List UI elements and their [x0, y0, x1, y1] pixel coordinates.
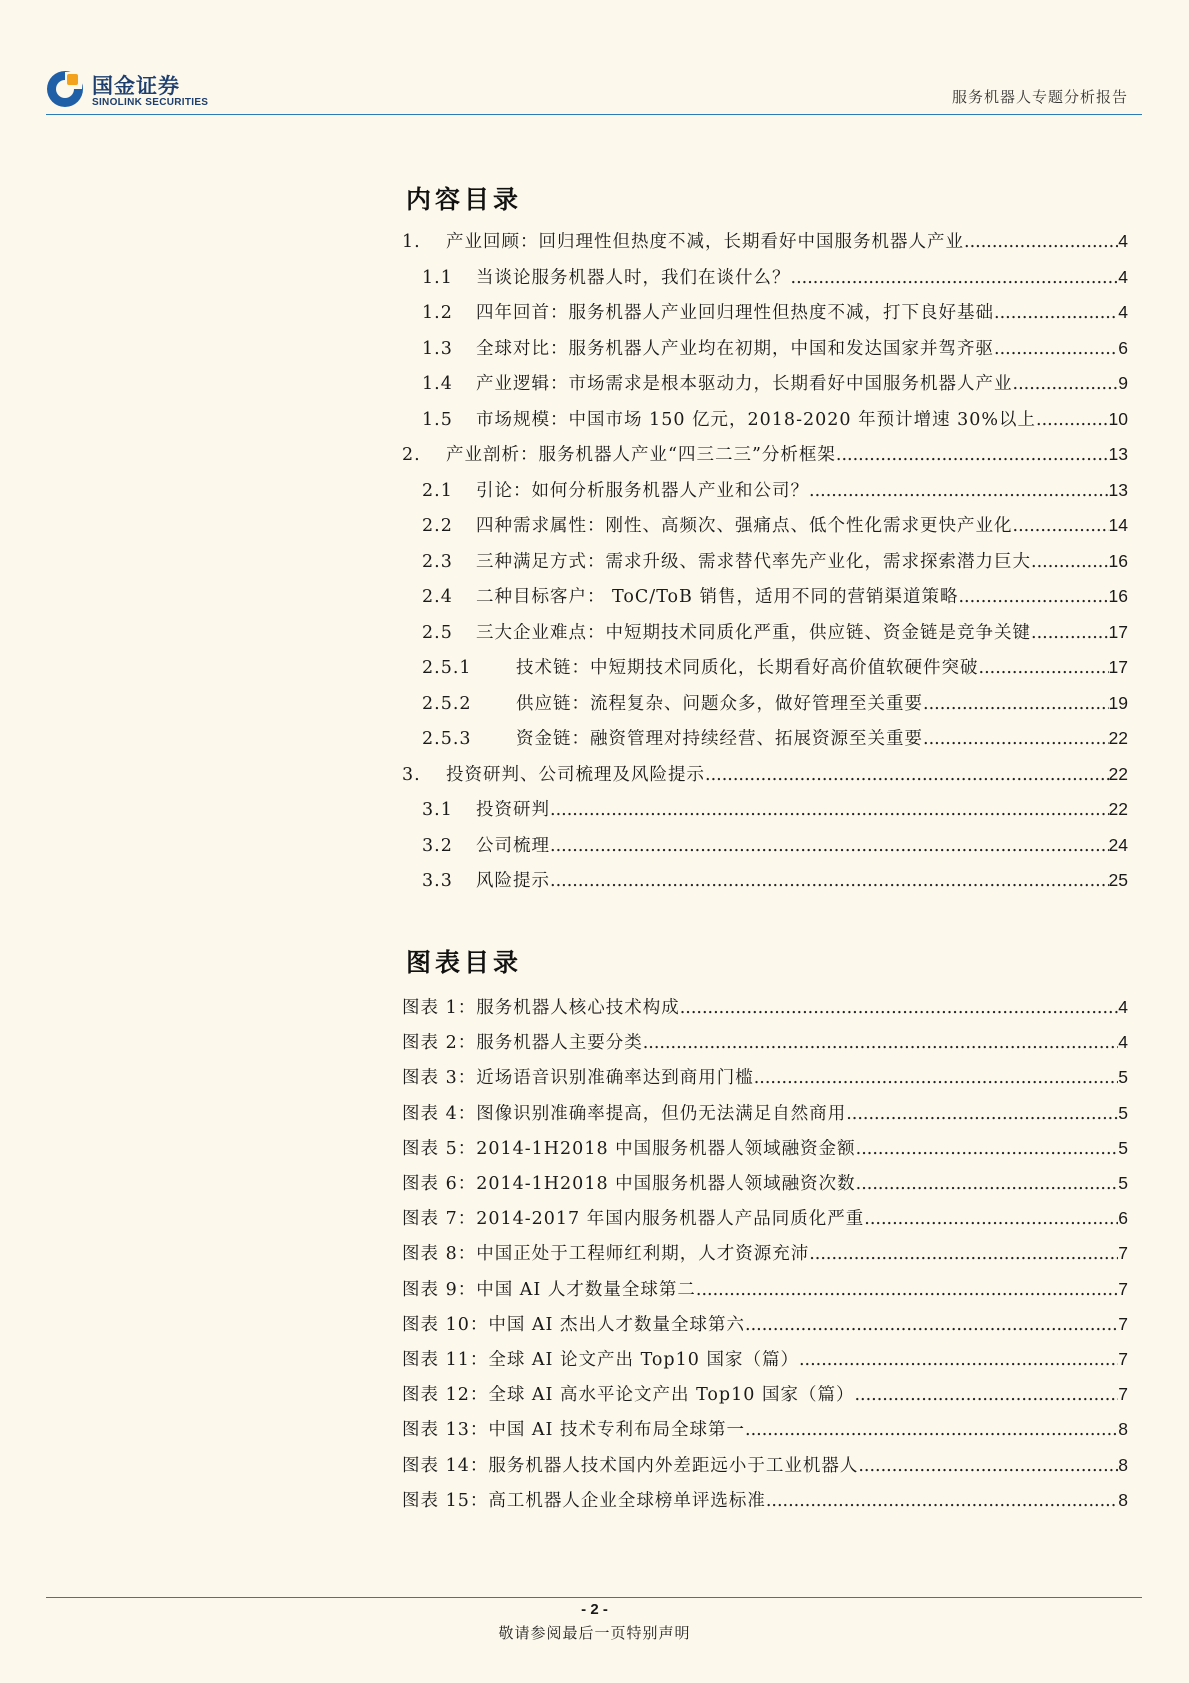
entry-number: 图表 11： [402, 1350, 489, 1370]
entry-title: 近场语音识别准确率达到商用门槛 [476, 1068, 754, 1089]
entry-number: 图表 7： [402, 1209, 477, 1230]
entry-title: 2014-2017 年国内服务机器人产品同质化严重 [476, 1209, 865, 1230]
dot-leader [1036, 410, 1108, 430]
entry-page-number: 5 [1118, 1173, 1128, 1193]
toc-entry[interactable] [402, 1276, 1128, 1300]
toc-entry[interactable] [402, 335, 1128, 359]
entry-title: 二种目标客户： ToC/ToB 销售，适用不同的营销渠道策略 [476, 587, 959, 607]
entry-page-number: 7 [1118, 1349, 1128, 1369]
toc-entry[interactable] [402, 264, 1128, 288]
entry-number: 1.3 [422, 338, 453, 359]
disclaimer-note: 敬请参阅最后一页特别声明 [498, 1624, 691, 1642]
entry-number: 2. [402, 445, 421, 465]
dot-leader [1013, 516, 1109, 536]
entry-page-number: 13 [1108, 479, 1128, 500]
entry-title: 产业剖析：服务机器人产业“四三二三”分析框架 [446, 445, 836, 465]
entry-title: 三大企业难点：中短期技术同质化严重，供应链、资金链是竞争关键 [476, 622, 1031, 643]
toc-entry[interactable] [402, 654, 1128, 678]
dot-leader [766, 1491, 1118, 1511]
toc-entry[interactable] [402, 548, 1128, 572]
entry-title: 资金链：融资管理对持续经营、拓展资源至关重要 [516, 729, 923, 749]
toc-entry[interactable] [402, 796, 1128, 820]
toc-entry[interactable] [402, 761, 1128, 785]
dot-leader [745, 1315, 1118, 1335]
dot-leader [745, 1420, 1118, 1440]
entry-number: 图表 15： [402, 1490, 489, 1511]
entry-page-number: 5 [1118, 1137, 1128, 1158]
entry-title: 产业回顾：回归理性但热度不减，长期看好中国服务机器人产业 [446, 232, 964, 252]
figures-title: 图表目录 [406, 948, 523, 977]
entry-page-number: 14 [1108, 515, 1128, 535]
entry-page-number: 6 [1118, 1208, 1128, 1229]
entry-title: 中国 AI 杰出人才数量全球第六 [488, 1314, 746, 1335]
entry-page-number: 5 [1118, 1067, 1128, 1088]
dot-leader [858, 1456, 1118, 1476]
entry-title: 产业逻辑：市场需求是根本驱动力，长期看好中国服务机器人产业 [476, 374, 1013, 394]
entry-number: 2.5.3 [422, 729, 472, 749]
dot-leader [846, 1104, 1118, 1124]
toc-entry[interactable] [402, 1311, 1128, 1335]
dot-leader [809, 1244, 1118, 1264]
dot-leader [809, 481, 1109, 501]
dot-leader [856, 1139, 1119, 1159]
toc-entry[interactable] [402, 1170, 1128, 1194]
toc-entry[interactable] [402, 1487, 1128, 1511]
footer-divider [46, 1597, 1142, 1598]
entry-title: 图像识别准确率提高，但仍无法满足自然商用 [476, 1103, 847, 1124]
dot-leader [1013, 374, 1119, 394]
dot-leader [964, 232, 1118, 252]
toc-entry[interactable] [402, 477, 1128, 501]
toc-entry[interactable] [402, 1205, 1128, 1229]
entry-page-number: 7 [1118, 1384, 1128, 1405]
entry-page-number: 7 [1118, 1278, 1128, 1299]
dot-leader [791, 268, 1119, 288]
entry-page-number: 24 [1108, 834, 1128, 855]
dot-leader [1031, 623, 1109, 643]
entry-title: 服务机器人技术国内外差距远小于工业机器人 [488, 1455, 859, 1476]
toc-entry[interactable] [402, 512, 1128, 536]
report-title: 服务机器人专题分析报告 [951, 88, 1128, 106]
entry-number: 3. [402, 764, 421, 785]
toc-entry[interactable] [402, 1135, 1128, 1159]
dot-leader [1031, 552, 1109, 572]
entry-number: 1.4 [422, 374, 453, 394]
entry-page-number: 10 [1108, 408, 1128, 429]
toc-entry[interactable] [402, 1381, 1128, 1405]
dot-leader [754, 1068, 1119, 1088]
entry-title: 全球 AI 论文产出 Top10 国家（篇） [488, 1350, 799, 1370]
dot-leader [550, 836, 1109, 856]
dot-leader [923, 694, 1109, 714]
dot-leader [680, 998, 1119, 1018]
entry-number: 2.5.2 [422, 693, 472, 714]
entry-number: 图表 14： [402, 1455, 489, 1476]
entry-page-number: 9 [1118, 373, 1128, 393]
entry-number: 图表 4： [402, 1103, 477, 1124]
entry-number: 1.2 [422, 303, 453, 323]
entry-page-number: 17 [1108, 621, 1128, 642]
logo-text-cn: 国金证券 [92, 74, 180, 98]
entry-title: 服务机器人主要分类 [476, 1033, 643, 1054]
toc-entry[interactable] [402, 583, 1128, 607]
dot-leader [836, 445, 1109, 465]
entry-page-number: 8 [1118, 1489, 1128, 1510]
entry-number: 3.3 [422, 871, 453, 891]
entry-page-number: 22 [1108, 763, 1128, 784]
entry-page-number: 4 [1118, 1032, 1128, 1053]
toc-entry[interactable] [402, 1416, 1128, 1440]
entry-page-number: 22 [1108, 799, 1128, 819]
entry-title: 三种满足方式：需求升级、需求替代率先产业化，需求探索潜力巨大 [476, 551, 1031, 572]
entry-title: 全球 AI 高水平论文产出 Top10 国家（篇） [488, 1385, 855, 1406]
dot-leader [643, 1033, 1119, 1053]
dot-leader [958, 587, 1108, 607]
dot-leader [923, 729, 1109, 749]
entry-number: 3.1 [422, 800, 453, 820]
entry-number: 2.5 [422, 622, 453, 643]
toc-entry[interactable] [402, 1100, 1128, 1124]
entry-number: 图表 8： [402, 1244, 477, 1265]
entry-title: 2014-1H2018 中国服务机器人领域融资金额 [476, 1138, 856, 1159]
dot-leader [994, 339, 1118, 359]
entry-number: 2.5.1 [422, 658, 472, 678]
entry-number: 图表 1： [402, 998, 477, 1018]
toc-entry[interactable] [402, 370, 1128, 394]
entry-page-number: 8 [1118, 1419, 1128, 1440]
company-logo [46, 70, 226, 110]
toc-entry[interactable] [402, 1029, 1128, 1053]
header-divider [46, 114, 1142, 115]
toc-entry[interactable] [402, 867, 1128, 891]
entry-number: 图表 9： [402, 1279, 477, 1300]
sinolink-logo-icon [46, 70, 84, 108]
toc-entry[interactable] [402, 1452, 1128, 1476]
toc-entry[interactable] [402, 994, 1128, 1018]
entry-number: 图表 3： [402, 1068, 477, 1089]
entry-title: 公司梳理 [476, 835, 550, 856]
toc-entry[interactable] [402, 619, 1128, 643]
entry-page-number: 13 [1108, 444, 1128, 464]
page-number: - 2 - [581, 1601, 608, 1618]
toc-entry[interactable] [402, 1346, 1128, 1370]
toc-entry[interactable] [402, 228, 1128, 252]
entry-title: 中国 AI 人才数量全球第二 [476, 1279, 696, 1300]
entry-page-number: 4 [1118, 302, 1128, 322]
entry-page-number: 7 [1118, 1313, 1128, 1334]
entry-number: 2.3 [422, 551, 453, 572]
dot-leader [856, 1174, 1119, 1194]
entry-number: 图表 6： [402, 1174, 477, 1194]
dot-leader [994, 303, 1118, 323]
entry-title: 中国正处于工程师红利期，人才资源充沛 [476, 1244, 810, 1265]
entry-title: 服务机器人核心技术构成 [476, 998, 680, 1018]
entry-title: 市场规模：中国市场 150 亿元，2018-2020 年预计增速 30%以上 [476, 409, 1037, 430]
entry-title: 投资研判、公司梳理及风险提示 [446, 764, 705, 785]
entry-title: 四年回首：服务机器人产业回归理性但热度不减，打下良好基础 [476, 303, 994, 323]
toc-entry[interactable] [402, 725, 1128, 749]
entry-page-number: 8 [1118, 1454, 1128, 1475]
entry-page-number: 17 [1108, 657, 1128, 677]
entry-page-number: 5 [1118, 1102, 1128, 1123]
dot-leader [864, 1209, 1118, 1229]
entry-page-number: 6 [1118, 337, 1128, 358]
entry-page-number: 4 [1118, 231, 1128, 251]
toc-entry[interactable] [402, 1240, 1128, 1264]
entry-page-number: 25 [1108, 870, 1128, 890]
entry-number: 2.4 [422, 587, 453, 607]
entry-title: 风险提示 [476, 871, 550, 891]
toc-entry[interactable] [402, 441, 1128, 465]
dot-leader [550, 871, 1109, 891]
toc-title: 内容目录 [406, 185, 523, 214]
entry-page-number: 4 [1118, 997, 1128, 1017]
entry-page-number: 19 [1108, 692, 1128, 713]
entry-title: 四种需求属性：刚性、高频次、强痛点、低个性化需求更快产业化 [476, 516, 1013, 536]
toc-entry[interactable] [402, 832, 1128, 856]
entry-number: 图表 5： [402, 1138, 477, 1159]
entry-number: 图表 10： [402, 1314, 489, 1335]
entry-number: 1.1 [422, 267, 453, 288]
entry-page-number: 7 [1118, 1243, 1128, 1264]
dot-leader [705, 765, 1109, 785]
entry-page-number: 22 [1108, 728, 1128, 748]
toc-entry[interactable] [402, 299, 1128, 323]
entry-title: 高工机器人企业全球榜单评选标准 [488, 1490, 766, 1511]
entry-number: 图表 12： [402, 1385, 489, 1406]
dot-leader [799, 1350, 1118, 1370]
toc-entry[interactable] [402, 690, 1128, 714]
entry-title: 2014-1H2018 中国服务机器人领域融资次数 [476, 1174, 856, 1194]
entry-number: 2.2 [422, 516, 453, 536]
entry-title: 中国 AI 技术专利布局全球第一 [488, 1420, 746, 1441]
entry-title: 引论：如何分析服务机器人产业和公司？ [476, 480, 809, 501]
dot-leader [696, 1280, 1118, 1300]
entry-number: 图表 13： [402, 1420, 489, 1441]
dot-leader [979, 658, 1109, 678]
dot-leader [550, 800, 1109, 820]
dot-leader [854, 1385, 1118, 1405]
page-header [46, 64, 1142, 114]
entry-title: 技术链：中短期技术同质化，长期看好高价值软硬件突破 [516, 658, 979, 678]
entry-title: 供应链：流程复杂、问题众多，做好管理至关重要 [516, 693, 923, 714]
toc-entry[interactable] [402, 406, 1128, 430]
entry-title: 全球对比：服务机器人产业均在初期，中国和发达国家并驾齐驱 [476, 338, 994, 359]
entry-number: 3.2 [422, 835, 453, 856]
entry-number: 图表 2： [402, 1033, 477, 1054]
entry-page-number: 16 [1108, 586, 1128, 606]
toc-entry[interactable] [402, 1064, 1128, 1088]
logo-text-en: SINOLINK SECURITIES [92, 97, 209, 108]
entry-number: 2.1 [422, 480, 453, 501]
entry-number: 1. [402, 232, 421, 252]
entry-number: 1.5 [422, 409, 453, 430]
entry-page-number: 16 [1108, 550, 1128, 571]
entry-title: 投资研判 [476, 800, 550, 820]
entry-page-number: 4 [1118, 266, 1128, 287]
entry-title: 当谈论服务机器人时，我们在谈什么？ [476, 267, 791, 288]
